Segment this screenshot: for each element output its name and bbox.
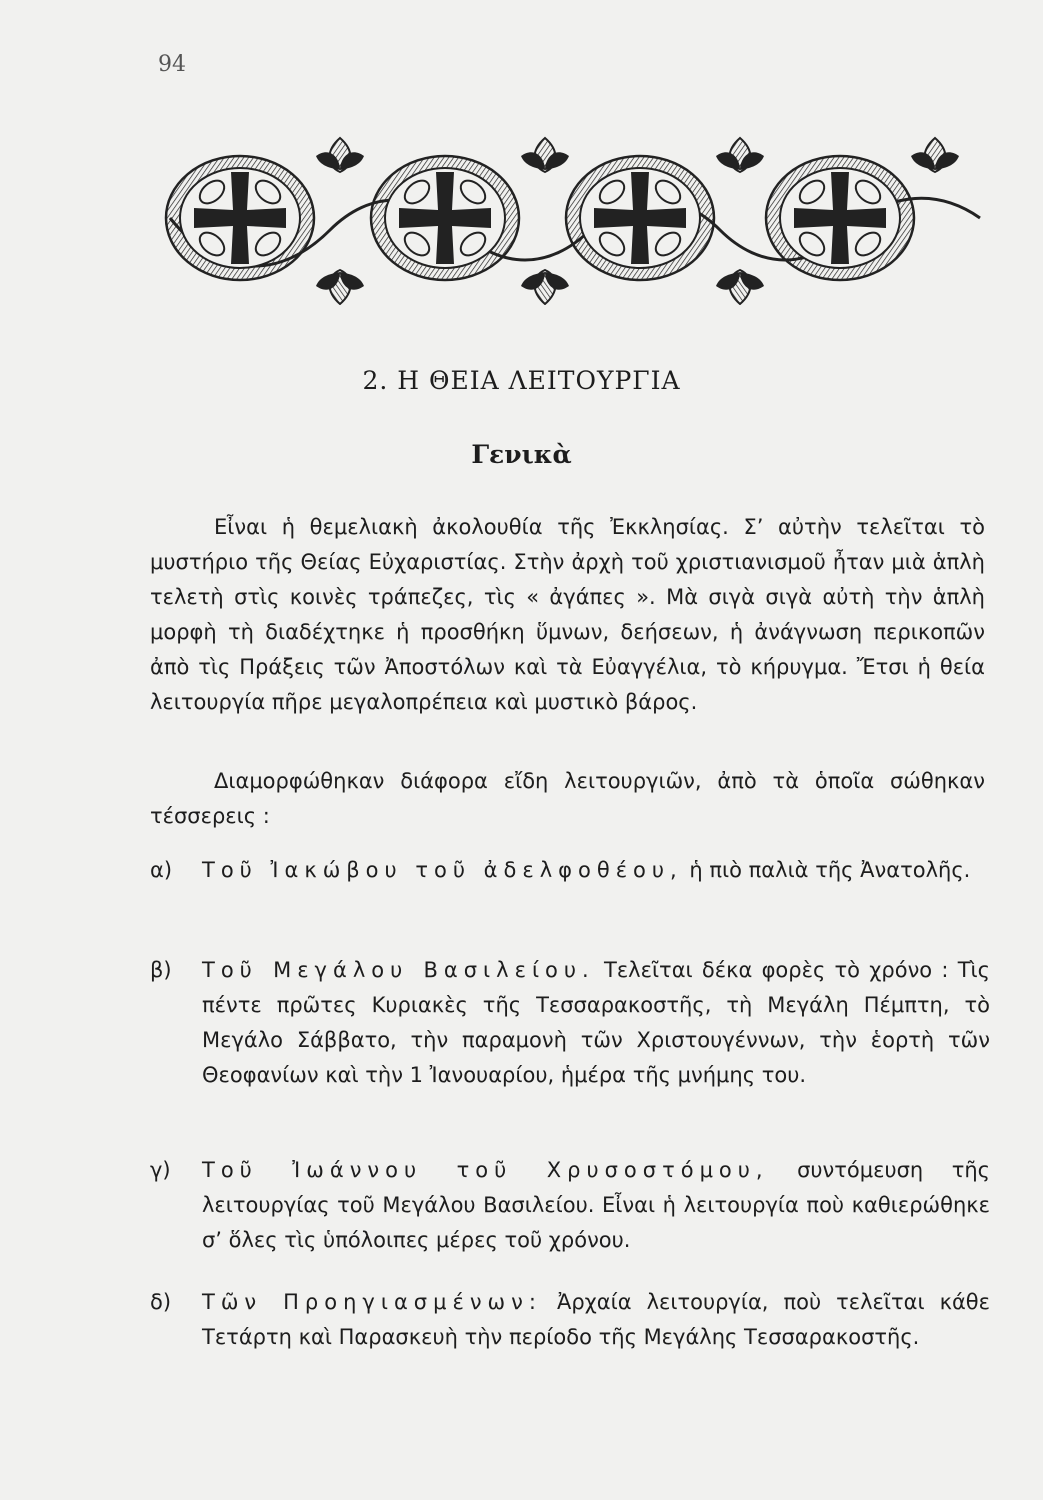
item-marker: β) bbox=[150, 958, 172, 982]
item-marker: γ) bbox=[150, 1158, 171, 1182]
item-name: Τῶν Προηγιασμένων: bbox=[202, 1290, 542, 1314]
item-name: Τοῦ Ἰακώβου τοῦ ἀδελφοθέου, bbox=[202, 858, 683, 882]
section-title: Γενικὰ bbox=[471, 440, 572, 469]
liturgy-item-presanctified bbox=[150, 1285, 990, 1355]
item-text: Ἀρχαία λειτουργία, ποὺ τελεῖται κάθε Τετάρτη καὶ Παρασκευὴ τὴν περίοδο τῆς Μεγάλης Τεσσαρακοστῆς. bbox=[202, 1290, 991, 1349]
item-name: Τοῦ Μεγάλου Βασιλείου. bbox=[202, 958, 595, 982]
ornament-band bbox=[160, 130, 990, 305]
liturgies-intro-paragraph: Διαμορφώθηκαν διάφορα εἴδη λειτουργιῶν, ἀπὸ τὰ ὁποῖα σώθηκαν τέσσερεις : bbox=[150, 769, 985, 828]
intro-paragraph: Εἶναι ἡ θεμελιακὴ ἀκολουθία τῆς Ἐκκλησίας. Σ’ αὐτὴν τελεῖται τὸ μυστήριο τῆς Θείας Εὐχαριστίας. Στὴν ἀρχὴ τοῦ χριστιανισμοῦ ἦταν μιὰ ἁπλὴ τελετὴ στὶς κοινὲς τράπεζες, τὶς « ἀγάπες ». Μὰ σιγὰ σιγὰ αὐτὴ τὴν ἁπλὴ μορφὴ τὴ διαδέχτηκε ἡ προσθήκη ὕμνων, δεήσεων, ἡ ἀνάγνωση περικοπῶν ἀπὸ τὶς Πράξεις τῶν Ἀποστόλων καὶ τὰ Εὐαγγέλια, τὸ κήρυγμα. Ἔτσι ἡ θεία λειτουργία πῆρε μεγαλοπρέπεια καὶ μυστικὸ βάρος. bbox=[150, 515, 985, 714]
item-text: συντόμευση τῆς λειτουργίας τοῦ Μεγάλου Βασιλείου. Εἶναι ἡ λειτουργία ποὺ καθιερώθηκε σ’ ὅλες τὶς ὑπόλοιπες μέρες τοῦ χρόνου. bbox=[202, 1158, 990, 1252]
item-marker: α) bbox=[150, 858, 173, 882]
chapter-title: 2. Η ΘΕΙΑ ΛΕΙΤΟΥΡΓΙΑ bbox=[362, 366, 681, 395]
liturgy-item-chrysostom bbox=[150, 1153, 990, 1258]
item-text: Τελεῖται δέκα φορὲς τὸ χρόνο : Τὶς πέντε πρῶτες Κυριακὲς τῆς Τεσσαρακοστῆς, τὴ Μεγάλη Πέμπτη, τὸ Μεγάλο Σάββατο, τὴν παραμονὴ τῶν Χριστουγέννων, τὴν ἑορτὴ τῶν Θεοφανίων καὶ τὴν 1 Ἰανουαρίου, ἡμέρα τῆς μνήμης του. bbox=[202, 958, 990, 1087]
item-marker: δ) bbox=[150, 1290, 172, 1314]
item-name: Τοῦ Ἰωάννου τοῦ Χρυσοστόμου, bbox=[202, 1158, 769, 1182]
liturgy-item-basil bbox=[150, 953, 990, 1093]
page-number: 94 bbox=[158, 52, 186, 77]
liturgy-item-jacob bbox=[150, 853, 990, 888]
item-text: ἡ πιὸ παλιὰ τῆς Ἀνατολῆς. bbox=[682, 858, 971, 882]
